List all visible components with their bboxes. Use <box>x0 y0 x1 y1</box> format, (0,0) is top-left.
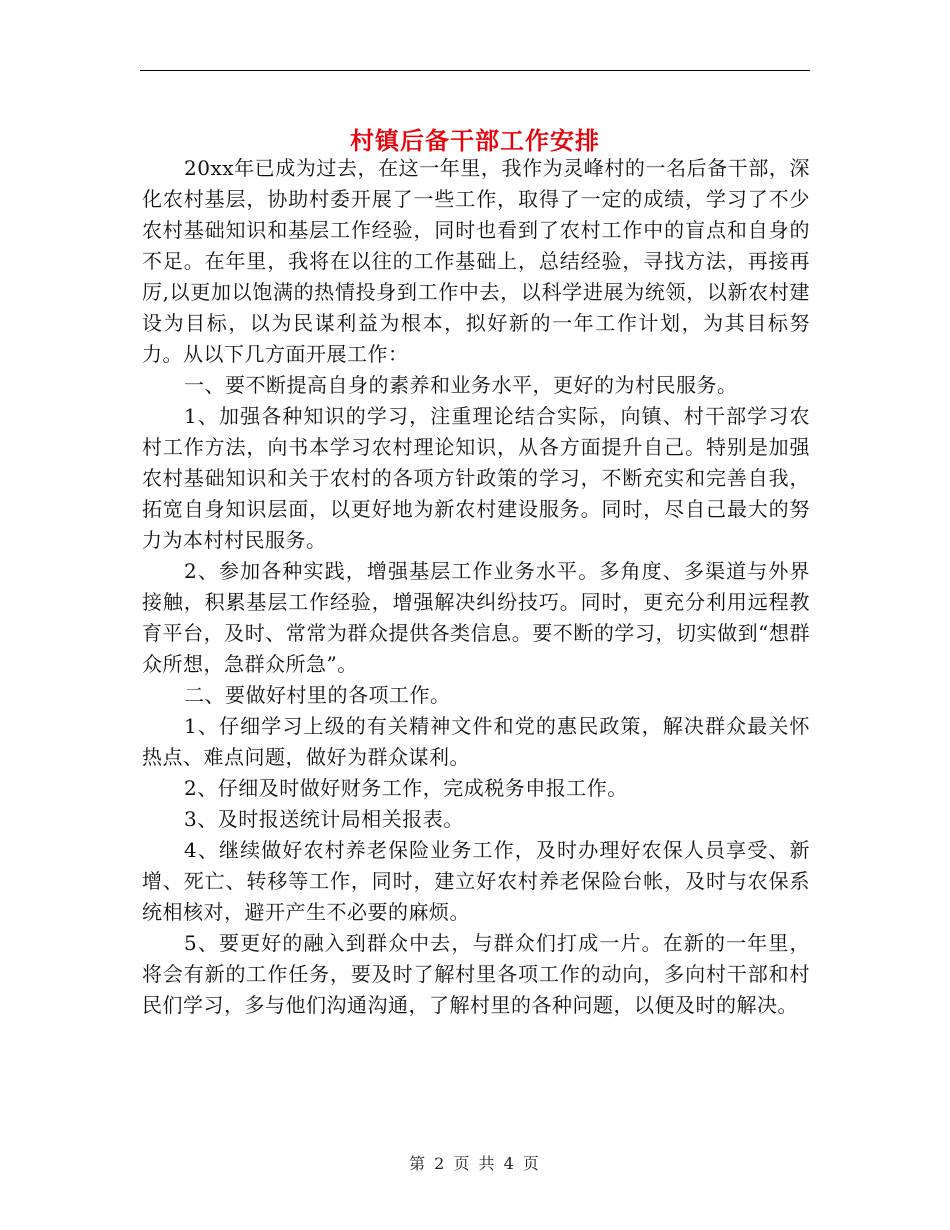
paragraph-item: 4、继续做好农村养老保险业务工作，及时办理好农保人员享受、新增、死亡、转移等工作，同时，建立好农村养老保险台帐，及时与农保系统相核对，避开产生不必要的麻烦。 <box>142 838 810 924</box>
document-title: 村镇后备干部工作安排 <box>350 127 600 156</box>
paragraph-item: 5、要更好的融入到群众中去，与群众们打成一片。在新的一年里，将会有新的工作任务，要及时了解村里各项工作的动向，多向村干部和村民们学习，多与他们沟通沟通，了解村里的各种问题，以便及时的解决。 <box>142 931 810 1017</box>
header-rule <box>140 70 810 71</box>
document-body <box>142 153 810 1021</box>
page-number-footer: 第 2 页 共 4 页 <box>409 1154 541 1173</box>
section-heading-2: 二、要做好村里的各项工作。 <box>184 683 451 707</box>
paragraph-item: 2、仔细及时做好财务工作，完成税务申报工作。 <box>184 776 628 800</box>
paragraph-intro: 20xx年已成为过去，在这一年里，我作为灵峰村的一名后备干部，深化农村基层，协助村委开展了一些工作，取得了一定的成绩，学习了不少农村基础知识和基层工作经验，同时也看到了农村工作中的盲点和自身的不足。在年里，我将在以往的工作基础上，总结经验，寻找方法，再接再厉,以更加以饱满的热情投身到工作中去，以科学进展为统领，以新农村建设为目标，以为民谋利益为根本，拟好新的一年工作计划，为其目标努力。从以下几方面开展工作： <box>142 156 810 366</box>
paragraph-item: 3、及时报送统计局相关报表。 <box>184 807 464 831</box>
paragraph-item: 1、加强各种知识的学习，注重理论结合实际，向镇、村干部学习农村工作方法，向书本学习农村理论知识，从各方面提升自己。特别是加强农村基础知识和关于农村的各项方针政策的学习，不断充实和完善自我，拓宽自身知识层面，以更好地为新农村建设服务。同时，尽自己最大的努力为本村村民服务。 <box>142 404 810 552</box>
paragraph-item: 1、仔细学习上级的有关精神文件和党的惠民政策，解决群众最关怀热点、难点问题，做好为群众谋利。 <box>142 714 810 769</box>
paragraph-item: 2、参加各种实践，增强基层工作业务水平。多角度、多渠道与外界接触，积累基层工作经验，增强解决纠纷技巧。同时，更充分利用远程教育平台，及时、常常为群众提供各类信息。要不断的学习，切实做到“想群众所想，急群众所急”。 <box>142 559 810 676</box>
section-heading-1: 一、要不断提高自身的素养和业务水平，更好的为村民服务。 <box>184 373 738 397</box>
